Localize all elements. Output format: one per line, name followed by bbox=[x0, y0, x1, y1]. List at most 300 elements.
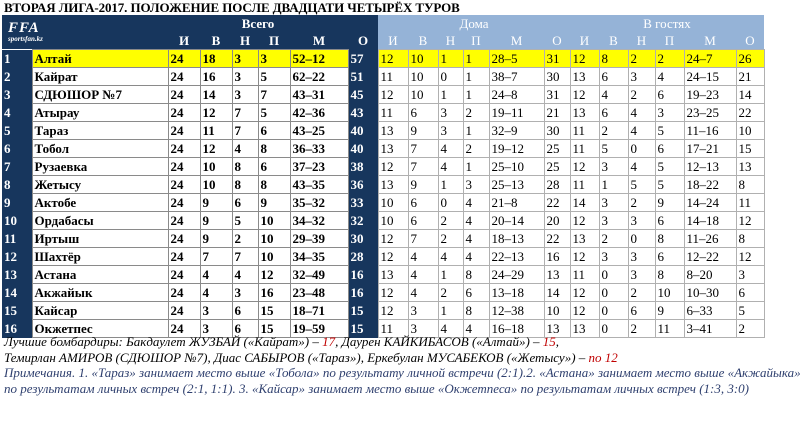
total-games-cell: 24 bbox=[168, 50, 200, 68]
team-name-cell: Алтай bbox=[32, 50, 168, 68]
away-draws-cell: 3 bbox=[628, 68, 655, 86]
total-points-cell: 43 bbox=[348, 104, 378, 122]
table-row bbox=[2, 248, 764, 266]
away-draws-cell: 2 bbox=[628, 194, 655, 212]
table-row bbox=[2, 176, 764, 194]
team-name-cell: Атырау bbox=[32, 104, 168, 122]
total-wins-cell: 3 bbox=[200, 302, 232, 320]
away-wins-cell: 3 bbox=[599, 194, 628, 212]
home-goals-cell: 38–7 bbox=[489, 68, 544, 86]
away-draws-cell: 0 bbox=[628, 230, 655, 248]
total-draws-cell: 8 bbox=[232, 176, 258, 194]
col-header-away-draws: Н bbox=[628, 32, 655, 50]
total-goals-cell: 42–36 bbox=[290, 104, 348, 122]
total-losses-cell: 10 bbox=[258, 248, 290, 266]
total-losses-cell: 15 bbox=[258, 302, 290, 320]
home-losses-cell: 6 bbox=[463, 284, 489, 302]
away-wins-cell: 2 bbox=[599, 122, 628, 140]
total-points-cell: 30 bbox=[348, 230, 378, 248]
total-points-cell: 40 bbox=[348, 140, 378, 158]
total-losses-cell: 16 bbox=[258, 284, 290, 302]
away-wins-cell: 3 bbox=[599, 248, 628, 266]
total-losses-cell: 3 bbox=[258, 50, 290, 68]
away-draws-cell: 0 bbox=[628, 140, 655, 158]
table-row bbox=[2, 230, 764, 248]
total-games-cell: 24 bbox=[168, 68, 200, 86]
home-goals-cell: 21–8 bbox=[489, 194, 544, 212]
home-wins-cell: 3 bbox=[408, 320, 438, 338]
total-wins-cell: 9 bbox=[200, 230, 232, 248]
home-draws-cell: 4 bbox=[438, 320, 463, 338]
scorers-text-3: Темирлан АМИРОВ (СДЮШОР №7), Диас САБЫРОВ («Тараз»), Еркебулан МУСАБЕКОВ («Жетысу») – bbox=[4, 349, 586, 365]
total-points-cell: 28 bbox=[348, 248, 378, 266]
position-cell: 11 bbox=[2, 230, 32, 248]
away-losses-cell: 3 bbox=[655, 104, 684, 122]
away-losses-cell: 4 bbox=[655, 68, 684, 86]
away-goals-cell: 12–22 bbox=[684, 248, 736, 266]
team-name-cell: Актобе bbox=[32, 194, 168, 212]
total-points-cell: 16 bbox=[348, 284, 378, 302]
standings-body bbox=[2, 50, 764, 338]
away-wins-cell: 6 bbox=[599, 68, 628, 86]
scorer-goals-2: 15 bbox=[542, 334, 556, 349]
total-draws-cell: 3 bbox=[232, 68, 258, 86]
home-wins-cell: 7 bbox=[408, 230, 438, 248]
total-draws-cell: 4 bbox=[232, 140, 258, 158]
col-header-home-losses: П bbox=[463, 32, 489, 50]
team-name-cell: Акжайык bbox=[32, 284, 168, 302]
home-wins-cell: 7 bbox=[408, 140, 438, 158]
away-losses-cell: 9 bbox=[655, 302, 684, 320]
away-draws-cell: 2 bbox=[628, 50, 655, 68]
home-wins-cell: 4 bbox=[408, 248, 438, 266]
total-losses-cell: 7 bbox=[258, 86, 290, 104]
away-draws-cell: 4 bbox=[628, 104, 655, 122]
group-header-total: Всего bbox=[168, 15, 348, 32]
total-wins-cell: 16 bbox=[200, 68, 232, 86]
home-points-cell: 31 bbox=[544, 86, 570, 104]
total-games-cell: 24 bbox=[168, 266, 200, 284]
group-header-away: В гостях bbox=[570, 15, 764, 32]
away-points-cell: 14 bbox=[736, 86, 764, 104]
col-header-home-goals: М bbox=[489, 32, 544, 50]
table-row bbox=[2, 266, 764, 284]
away-games-cell: 11 bbox=[570, 266, 599, 284]
total-draws-cell: 7 bbox=[232, 122, 258, 140]
home-points-cell: 25 bbox=[544, 158, 570, 176]
home-draws-cell: 4 bbox=[438, 248, 463, 266]
home-draws-cell: 0 bbox=[438, 68, 463, 86]
home-wins-cell: 6 bbox=[408, 194, 438, 212]
home-draws-cell: 2 bbox=[438, 212, 463, 230]
home-losses-cell: 1 bbox=[463, 158, 489, 176]
table-row bbox=[2, 212, 764, 230]
total-points-cell: 32 bbox=[348, 212, 378, 230]
home-draws-cell: 2 bbox=[438, 284, 463, 302]
home-wins-cell: 3 bbox=[408, 302, 438, 320]
table-row bbox=[2, 50, 764, 68]
away-games-cell: 12 bbox=[570, 248, 599, 266]
col-header-home-games: И bbox=[378, 32, 408, 50]
total-games-cell: 24 bbox=[168, 284, 200, 302]
col-header-away-points: О bbox=[736, 32, 764, 50]
away-points-cell: 13 bbox=[736, 158, 764, 176]
home-losses-cell: 4 bbox=[463, 248, 489, 266]
away-losses-cell: 6 bbox=[655, 140, 684, 158]
position-cell: 15 bbox=[2, 302, 32, 320]
away-games-cell: 12 bbox=[570, 302, 599, 320]
position-cell: 9 bbox=[2, 194, 32, 212]
table-row bbox=[2, 158, 764, 176]
team-name-cell: Кайрат bbox=[32, 68, 168, 86]
away-games-cell: 11 bbox=[570, 122, 599, 140]
away-wins-cell: 0 bbox=[599, 302, 628, 320]
away-losses-cell: 5 bbox=[655, 122, 684, 140]
total-losses-cell: 12 bbox=[258, 266, 290, 284]
total-losses-cell: 10 bbox=[258, 230, 290, 248]
home-losses-cell: 1 bbox=[463, 50, 489, 68]
total-draws-cell: 6 bbox=[232, 320, 258, 338]
away-wins-cell: 0 bbox=[599, 320, 628, 338]
home-goals-cell: 25–13 bbox=[489, 176, 544, 194]
total-games-cell: 24 bbox=[168, 140, 200, 158]
home-games-cell: 12 bbox=[378, 302, 408, 320]
home-losses-cell: 3 bbox=[463, 176, 489, 194]
home-wins-cell: 6 bbox=[408, 104, 438, 122]
home-points-cell: 21 bbox=[544, 104, 570, 122]
home-losses-cell: 4 bbox=[463, 230, 489, 248]
table-row bbox=[2, 194, 764, 212]
total-draws-cell: 2 bbox=[232, 230, 258, 248]
home-points-cell: 13 bbox=[544, 320, 570, 338]
home-draws-cell: 2 bbox=[438, 230, 463, 248]
total-draws-cell: 7 bbox=[232, 248, 258, 266]
col-header-away-games: И bbox=[570, 32, 599, 50]
total-draws-cell: 5 bbox=[232, 212, 258, 230]
away-goals-cell: 19–23 bbox=[684, 86, 736, 104]
position-cell: 6 bbox=[2, 140, 32, 158]
home-goals-cell: 28–5 bbox=[489, 50, 544, 68]
total-games-cell: 24 bbox=[168, 248, 200, 266]
away-losses-cell: 5 bbox=[655, 158, 684, 176]
team-name-cell: Иртыш bbox=[32, 230, 168, 248]
away-goals-cell: 12–13 bbox=[684, 158, 736, 176]
away-losses-cell: 5 bbox=[655, 176, 684, 194]
table-row bbox=[2, 302, 764, 320]
away-losses-cell: 8 bbox=[655, 266, 684, 284]
home-games-cell: 12 bbox=[378, 284, 408, 302]
team-name-cell: Рузаевка bbox=[32, 158, 168, 176]
home-losses-cell: 1 bbox=[463, 122, 489, 140]
total-goals-cell: 23–48 bbox=[290, 284, 348, 302]
position-cell: 2 bbox=[2, 68, 32, 86]
away-games-cell: 12 bbox=[570, 86, 599, 104]
home-draws-cell: 1 bbox=[438, 50, 463, 68]
home-wins-cell: 4 bbox=[408, 266, 438, 284]
away-points-cell: 6 bbox=[736, 284, 764, 302]
home-losses-cell: 4 bbox=[463, 194, 489, 212]
total-draws-cell: 3 bbox=[232, 50, 258, 68]
ffa-logo bbox=[2, 15, 168, 50]
home-points-cell: 13 bbox=[544, 266, 570, 284]
away-goals-cell: 8–20 bbox=[684, 266, 736, 284]
scorers-text-2: , Даурен КАЙКИБАСОВ («Алтай») – bbox=[335, 334, 540, 349]
total-points-cell: 38 bbox=[348, 158, 378, 176]
home-draws-cell: 4 bbox=[438, 140, 463, 158]
page-title: ВТОРАЯ ЛИГА-2017. ПОЛОЖЕНИЕ ПОСЛЕ ДВАДЦАТИ ЧЕТЫРЁХ ТУРОВ bbox=[4, 0, 460, 15]
away-games-cell: 11 bbox=[570, 140, 599, 158]
home-losses-cell: 8 bbox=[463, 302, 489, 320]
away-points-cell: 8 bbox=[736, 230, 764, 248]
position-cell: 1 bbox=[2, 50, 32, 68]
top-scorers-line-2 bbox=[4, 350, 808, 366]
away-draws-cell: 3 bbox=[628, 248, 655, 266]
home-points-cell: 25 bbox=[544, 140, 570, 158]
away-losses-cell: 10 bbox=[655, 284, 684, 302]
away-goals-cell: 14–18 bbox=[684, 212, 736, 230]
home-goals-cell: 24–8 bbox=[489, 86, 544, 104]
col-header-losses: П bbox=[258, 32, 290, 50]
total-points-cell: 40 bbox=[348, 122, 378, 140]
away-games-cell: 13 bbox=[570, 230, 599, 248]
away-wins-cell: 3 bbox=[599, 158, 628, 176]
away-wins-cell: 3 bbox=[599, 212, 628, 230]
home-games-cell: 11 bbox=[378, 320, 408, 338]
home-games-cell: 12 bbox=[378, 230, 408, 248]
home-goals-cell: 25–10 bbox=[489, 158, 544, 176]
col-header-away-goals: М bbox=[684, 32, 736, 50]
home-goals-cell: 13–18 bbox=[489, 284, 544, 302]
total-points-cell: 36 bbox=[348, 176, 378, 194]
total-goals-cell: 34–35 bbox=[290, 248, 348, 266]
scorers-text-1: Лучшие бомбардиры: Бакдаулет ЖУЗБАЙ («Кайрат») – bbox=[4, 334, 319, 349]
position-cell: 16 bbox=[2, 320, 32, 338]
home-goals-cell: 19–12 bbox=[489, 140, 544, 158]
logo-text: FFA bbox=[8, 20, 40, 36]
top-scorers-line-1: Лучшие бомбардиры: Бакдаулет ЖУЗБАЙ («Кайрат») – 17, Даурен КАЙКИБАСОВ («Алтай») – 15, bbox=[4, 334, 560, 349]
team-name-cell: Тобол bbox=[32, 140, 168, 158]
away-games-cell: 12 bbox=[570, 212, 599, 230]
total-goals-cell: 37–23 bbox=[290, 158, 348, 176]
total-points-cell: 15 bbox=[348, 320, 378, 338]
away-wins-cell: 0 bbox=[599, 284, 628, 302]
total-games-cell: 24 bbox=[168, 194, 200, 212]
away-points-cell: 11 bbox=[736, 194, 764, 212]
total-losses-cell: 8 bbox=[258, 176, 290, 194]
total-goals-cell: 43–31 bbox=[290, 86, 348, 104]
total-wins-cell: 18 bbox=[200, 50, 232, 68]
home-points-cell: 22 bbox=[544, 230, 570, 248]
total-points-cell: 51 bbox=[348, 68, 378, 86]
away-draws-cell: 6 bbox=[628, 302, 655, 320]
away-games-cell: 13 bbox=[570, 104, 599, 122]
total-goals-cell: 52–12 bbox=[290, 50, 348, 68]
team-name-cell: Окжетпес bbox=[32, 320, 168, 338]
home-draws-cell: 4 bbox=[438, 158, 463, 176]
total-wins-cell: 7 bbox=[200, 248, 232, 266]
home-games-cell: 12 bbox=[378, 158, 408, 176]
total-wins-cell: 11 bbox=[200, 122, 232, 140]
total-wins-cell: 10 bbox=[200, 158, 232, 176]
team-name-cell: Жетысу bbox=[32, 176, 168, 194]
total-losses-cell: 15 bbox=[258, 320, 290, 338]
total-draws-cell: 4 bbox=[232, 266, 258, 284]
away-wins-cell: 2 bbox=[599, 230, 628, 248]
home-wins-cell: 10 bbox=[408, 86, 438, 104]
remarks-text: Примечания. 1. «Тараз» занимает место выше «Тобола» по результату личной встречи (2:1).2. «Астана» занимает место выше «Акжайыка» по результатам личных встреч (2:1, 1:1). 3. «Кайсар» занимает место выше «Окжетпеса» по результатам личных встреч (1:3, 3:0) bbox=[4, 365, 801, 396]
team-name-cell: Кайсар bbox=[32, 302, 168, 320]
away-goals-cell: 17–21 bbox=[684, 140, 736, 158]
away-draws-cell: 3 bbox=[628, 266, 655, 284]
col-header-points: О bbox=[348, 32, 378, 50]
table-row bbox=[2, 122, 764, 140]
total-goals-cell: 43–25 bbox=[290, 122, 348, 140]
team-name-cell: СДЮШОР №7 bbox=[32, 86, 168, 104]
total-goals-cell: 34–32 bbox=[290, 212, 348, 230]
home-wins-cell: 9 bbox=[408, 122, 438, 140]
home-draws-cell: 1 bbox=[438, 86, 463, 104]
away-losses-cell: 9 bbox=[655, 194, 684, 212]
total-points-cell: 33 bbox=[348, 194, 378, 212]
away-draws-cell: 2 bbox=[628, 320, 655, 338]
away-points-cell: 8 bbox=[736, 176, 764, 194]
col-header-away-wins: В bbox=[599, 32, 628, 50]
position-cell: 12 bbox=[2, 248, 32, 266]
away-goals-cell: 10–30 bbox=[684, 284, 736, 302]
away-goals-cell: 24–15 bbox=[684, 68, 736, 86]
away-goals-cell: 18–22 bbox=[684, 176, 736, 194]
total-losses-cell: 5 bbox=[258, 104, 290, 122]
away-games-cell: 13 bbox=[570, 68, 599, 86]
group-header-home: Дома bbox=[378, 15, 570, 32]
home-wins-cell: 4 bbox=[408, 284, 438, 302]
total-games-cell: 24 bbox=[168, 320, 200, 338]
home-wins-cell: 10 bbox=[408, 50, 438, 68]
total-wins-cell: 10 bbox=[200, 176, 232, 194]
total-points-cell: 45 bbox=[348, 86, 378, 104]
total-goals-cell: 18–71 bbox=[290, 302, 348, 320]
away-wins-cell: 1 bbox=[599, 176, 628, 194]
away-points-cell: 10 bbox=[736, 122, 764, 140]
home-losses-cell: 4 bbox=[463, 320, 489, 338]
total-games-cell: 24 bbox=[168, 212, 200, 230]
total-games-cell: 24 bbox=[168, 104, 200, 122]
away-goals-cell: 11–26 bbox=[684, 230, 736, 248]
total-draws-cell: 3 bbox=[232, 86, 258, 104]
total-draws-cell: 6 bbox=[232, 302, 258, 320]
away-points-cell: 12 bbox=[736, 248, 764, 266]
home-wins-cell: 9 bbox=[408, 176, 438, 194]
team-name-cell: Шахтёр bbox=[32, 248, 168, 266]
col-header-wins: В bbox=[200, 32, 232, 50]
home-games-cell: 13 bbox=[378, 266, 408, 284]
home-goals-cell: 12–38 bbox=[489, 302, 544, 320]
away-losses-cell: 6 bbox=[655, 86, 684, 104]
total-losses-cell: 5 bbox=[258, 68, 290, 86]
home-goals-cell: 18–13 bbox=[489, 230, 544, 248]
home-games-cell: 12 bbox=[378, 86, 408, 104]
away-points-cell: 3 bbox=[736, 266, 764, 284]
away-goals-cell: 11–16 bbox=[684, 122, 736, 140]
col-header-away-losses: П bbox=[655, 32, 684, 50]
home-points-cell: 28 bbox=[544, 176, 570, 194]
away-games-cell: 12 bbox=[570, 50, 599, 68]
home-losses-cell: 1 bbox=[463, 86, 489, 104]
position-cell: 5 bbox=[2, 122, 32, 140]
total-games-cell: 24 bbox=[168, 302, 200, 320]
away-points-cell: 5 bbox=[736, 302, 764, 320]
table-row bbox=[2, 104, 764, 122]
home-goals-cell: 19–11 bbox=[489, 104, 544, 122]
home-points-cell: 10 bbox=[544, 302, 570, 320]
home-games-cell: 11 bbox=[378, 68, 408, 86]
home-wins-cell: 6 bbox=[408, 212, 438, 230]
total-draws-cell: 6 bbox=[232, 194, 258, 212]
total-games-cell: 24 bbox=[168, 158, 200, 176]
position-cell: 14 bbox=[2, 284, 32, 302]
away-losses-cell: 2 bbox=[655, 50, 684, 68]
away-draws-cell: 5 bbox=[628, 176, 655, 194]
home-points-cell: 30 bbox=[544, 68, 570, 86]
home-points-cell: 31 bbox=[544, 50, 570, 68]
position-cell: 13 bbox=[2, 266, 32, 284]
away-wins-cell: 6 bbox=[599, 104, 628, 122]
home-draws-cell: 1 bbox=[438, 176, 463, 194]
home-goals-cell: 16–18 bbox=[489, 320, 544, 338]
total-goals-cell: 19–59 bbox=[290, 320, 348, 338]
away-wins-cell: 0 bbox=[599, 266, 628, 284]
home-games-cell: 13 bbox=[378, 122, 408, 140]
table-row bbox=[2, 284, 764, 302]
total-losses-cell: 9 bbox=[258, 194, 290, 212]
position-cell: 3 bbox=[2, 86, 32, 104]
home-games-cell: 13 bbox=[378, 176, 408, 194]
away-wins-cell: 8 bbox=[599, 50, 628, 68]
home-games-cell: 11 bbox=[378, 104, 408, 122]
away-losses-cell: 6 bbox=[655, 212, 684, 230]
home-points-cell: 22 bbox=[544, 194, 570, 212]
home-losses-cell: 2 bbox=[463, 140, 489, 158]
away-losses-cell: 11 bbox=[655, 320, 684, 338]
home-goals-cell: 22–13 bbox=[489, 248, 544, 266]
total-wins-cell: 12 bbox=[200, 140, 232, 158]
table-row bbox=[2, 68, 764, 86]
logo-subtext: sportsfan.kz bbox=[8, 35, 43, 43]
away-games-cell: 14 bbox=[570, 194, 599, 212]
away-points-cell: 22 bbox=[736, 104, 764, 122]
home-draws-cell: 3 bbox=[438, 104, 463, 122]
home-goals-cell: 32–9 bbox=[489, 122, 544, 140]
away-games-cell: 12 bbox=[570, 284, 599, 302]
total-draws-cell: 8 bbox=[232, 158, 258, 176]
notes-section bbox=[4, 334, 808, 396]
total-goals-cell: 32–49 bbox=[290, 266, 348, 284]
total-games-cell: 24 bbox=[168, 230, 200, 248]
position-cell: 7 bbox=[2, 158, 32, 176]
away-wins-cell: 5 bbox=[599, 140, 628, 158]
total-goals-cell: 35–32 bbox=[290, 194, 348, 212]
away-points-cell: 21 bbox=[736, 68, 764, 86]
home-games-cell: 12 bbox=[378, 50, 408, 68]
total-games-cell: 24 bbox=[168, 86, 200, 104]
team-name-cell: Ордабасы bbox=[32, 212, 168, 230]
away-losses-cell: 8 bbox=[655, 230, 684, 248]
home-points-cell: 14 bbox=[544, 284, 570, 302]
total-goals-cell: 36–33 bbox=[290, 140, 348, 158]
total-goals-cell: 29–39 bbox=[290, 230, 348, 248]
home-losses-cell: 8 bbox=[463, 266, 489, 284]
total-wins-cell: 9 bbox=[200, 194, 232, 212]
